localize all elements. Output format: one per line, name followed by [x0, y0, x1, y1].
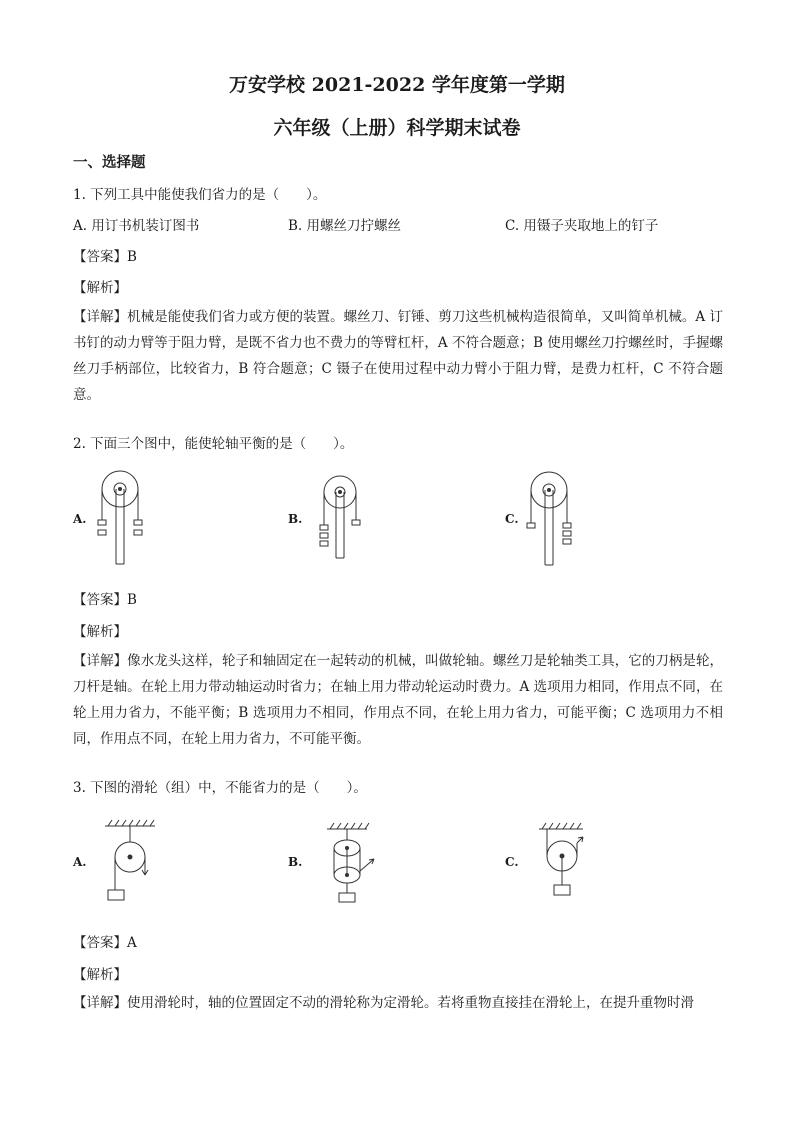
- wheel-axle-figure-b-icon: [312, 470, 372, 570]
- question-2-answer: 【答案】B: [73, 592, 137, 608]
- question-3-figure-a-label: A.: [73, 855, 87, 869]
- question-3-stem: 3. 下图的滑轮（组）中，不能省力的是（ ）。: [73, 780, 367, 796]
- question-2-stem: 2. 下面三个图中，能使轮轴平衡的是（ ）。: [73, 436, 354, 452]
- section-heading: 一、选择题: [73, 154, 146, 171]
- question-2-figure-c-label: C.: [505, 512, 519, 526]
- question-2-figure-a-label: A.: [73, 512, 87, 526]
- question-1-detail: 【详解】机械是能使我们省力或方便的装置。螺丝刀、钉锤、剪刀这些机械构造很简单，又叫简单机械。A 订书钉的动力臂等于阻力臂，是既不省力也不费力的等臂杠杆，A 不符合题意；B 使用螺丝刀拧螺丝时，手握螺丝刀手柄部位，比较省力，B 符合题意；C 镊子在使用过程中动力臂小于阻力臂，是费力杠杆，C 不符合题意。: [73, 309, 723, 403]
- fixed-pulley-figure-icon: [105, 820, 165, 905]
- question-1-option-c: C. 用镊子夹取地上的钉子: [505, 218, 659, 234]
- question-1-stem: 1. 下列工具中能使我们省力的是（ ）。: [73, 187, 327, 203]
- movable-pulley-figure-icon: [537, 823, 597, 903]
- exam-title-line2: 六年级（上册）科学期末试卷: [273, 117, 521, 139]
- question-2-analysis-label: 【解析】: [73, 624, 127, 640]
- question-2-figure-b-label: B.: [288, 512, 303, 526]
- question-1-option-a: A. 用订书机装订图书: [73, 218, 200, 234]
- question-3-detail: 【详解】使用滑轮时，轴的位置固定不动的滑轮称为定滑轮。若将重物直接挂在滑轮上，在提升重物时滑: [73, 995, 694, 1011]
- question-3-answer: 【答案】A: [73, 935, 137, 951]
- pulley-block-figure-icon: [322, 823, 382, 908]
- exam-title-line1: 万安学校 2021-2022 学年度第一学期: [229, 74, 565, 96]
- question-3-figure-c-label: C.: [505, 855, 519, 869]
- question-1-option-b: B. 用螺丝刀拧螺丝: [288, 218, 402, 234]
- wheel-axle-figure-c-icon: [527, 465, 587, 570]
- question-1-analysis-label: 【解析】: [73, 280, 127, 296]
- question-3-figure-b-label: B.: [288, 855, 303, 869]
- question-3-analysis-label: 【解析】: [73, 967, 127, 983]
- question-1-answer: 【答案】B: [73, 249, 137, 265]
- question-2-detail: 【详解】像水龙头这样，轮子和轴固定在一起转动的机械，叫做轮轴。螺丝刀是轮轴类工具，它的刀柄是轮，刀杆是轴。在轮上用力带动轴运动时省力；在轴上用力带动轮运动时费力。A 选项用力相同，作用点不同，在轮上用力省力，不能平衡；B 选项用力不相同，作用点不同，在轮上用力省力，可能平衡；C 选项用力不相同，作用点不同，在轮上用力省力，不可能平衡。: [73, 653, 723, 747]
- wheel-axle-figure-a-icon: [95, 462, 155, 572]
